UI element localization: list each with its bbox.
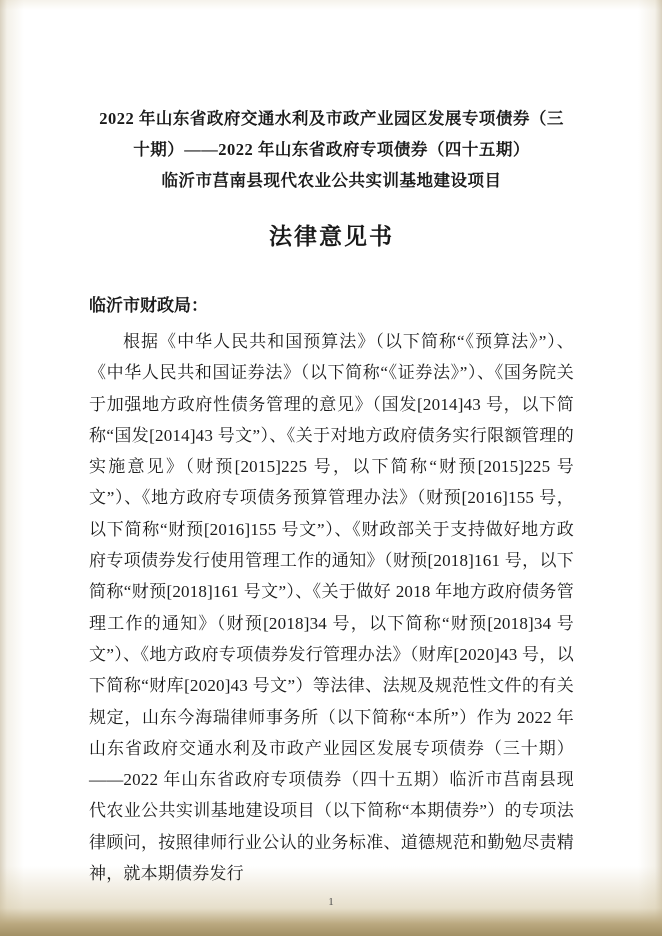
document-heading: 法律意见书 xyxy=(269,224,394,249)
title-line-3: 临沂市莒南县现代农业公共实训基地建设项目 xyxy=(161,171,502,190)
document-title xyxy=(89,103,574,196)
body-paragraph: 根据《中华人民共和国预算法》（以下简称“《预算法》”）、《中华人民共和国证券法》（以下简称“《证券法》”）、《国务院关于加强地方政府性债务管理的意见》（国发[2014]43 号，以下简称“国发[2014]43 号文”）、《关于对地方政府债务实行限额管理的实施意见》（财预[2015]225 号，以下简称“财预[2015]225 号文”）、《地方政府专项债务预算管理办法》（财预[2016]155 号，以下简称“财预[2016]155 号文”）、《财政部关于支持做好地方政府专项债券发行使用管理工作的通知》（财预[2018]161 号，以下简称“财预[2018]161 号文”）、《关于做好 2018 年地方政府债务管理工作的通知》（财预[2018]34 号，以下简称“财预[2018]34 号文”）、《地方政府专项债券发行管理办法》（财库[2020]43 号，以下简称“财库[2020]43 号文”）等法律、法规及规范性文件的有关规定，山东今海瑞律师事务所（以下简称“本所”）作为 2022 年山东省政府交通水利及市政产业园区发展专项债券（三十期）——2022 年山东省政府专项债券（四十五期）临沂市莒南县现代农业公共实训基地建设项目（以下简称“本期债券”）的专项法律顾问，按照律师行业公认的业务标准、道德规范和勤勉尽责精神，就本期债券发行 xyxy=(89,332,574,884)
page-number: 1 xyxy=(328,896,334,908)
title-line-1: 2022 年山东省政府交通水利及市政产业园区发展专项债券（三 xyxy=(99,109,564,128)
document-content xyxy=(89,103,574,889)
addressee-line: 临沂市财政局： xyxy=(89,296,208,315)
title-line-2: 十期）——2022 年山东省政府专项债券（四十五期） xyxy=(133,140,530,159)
